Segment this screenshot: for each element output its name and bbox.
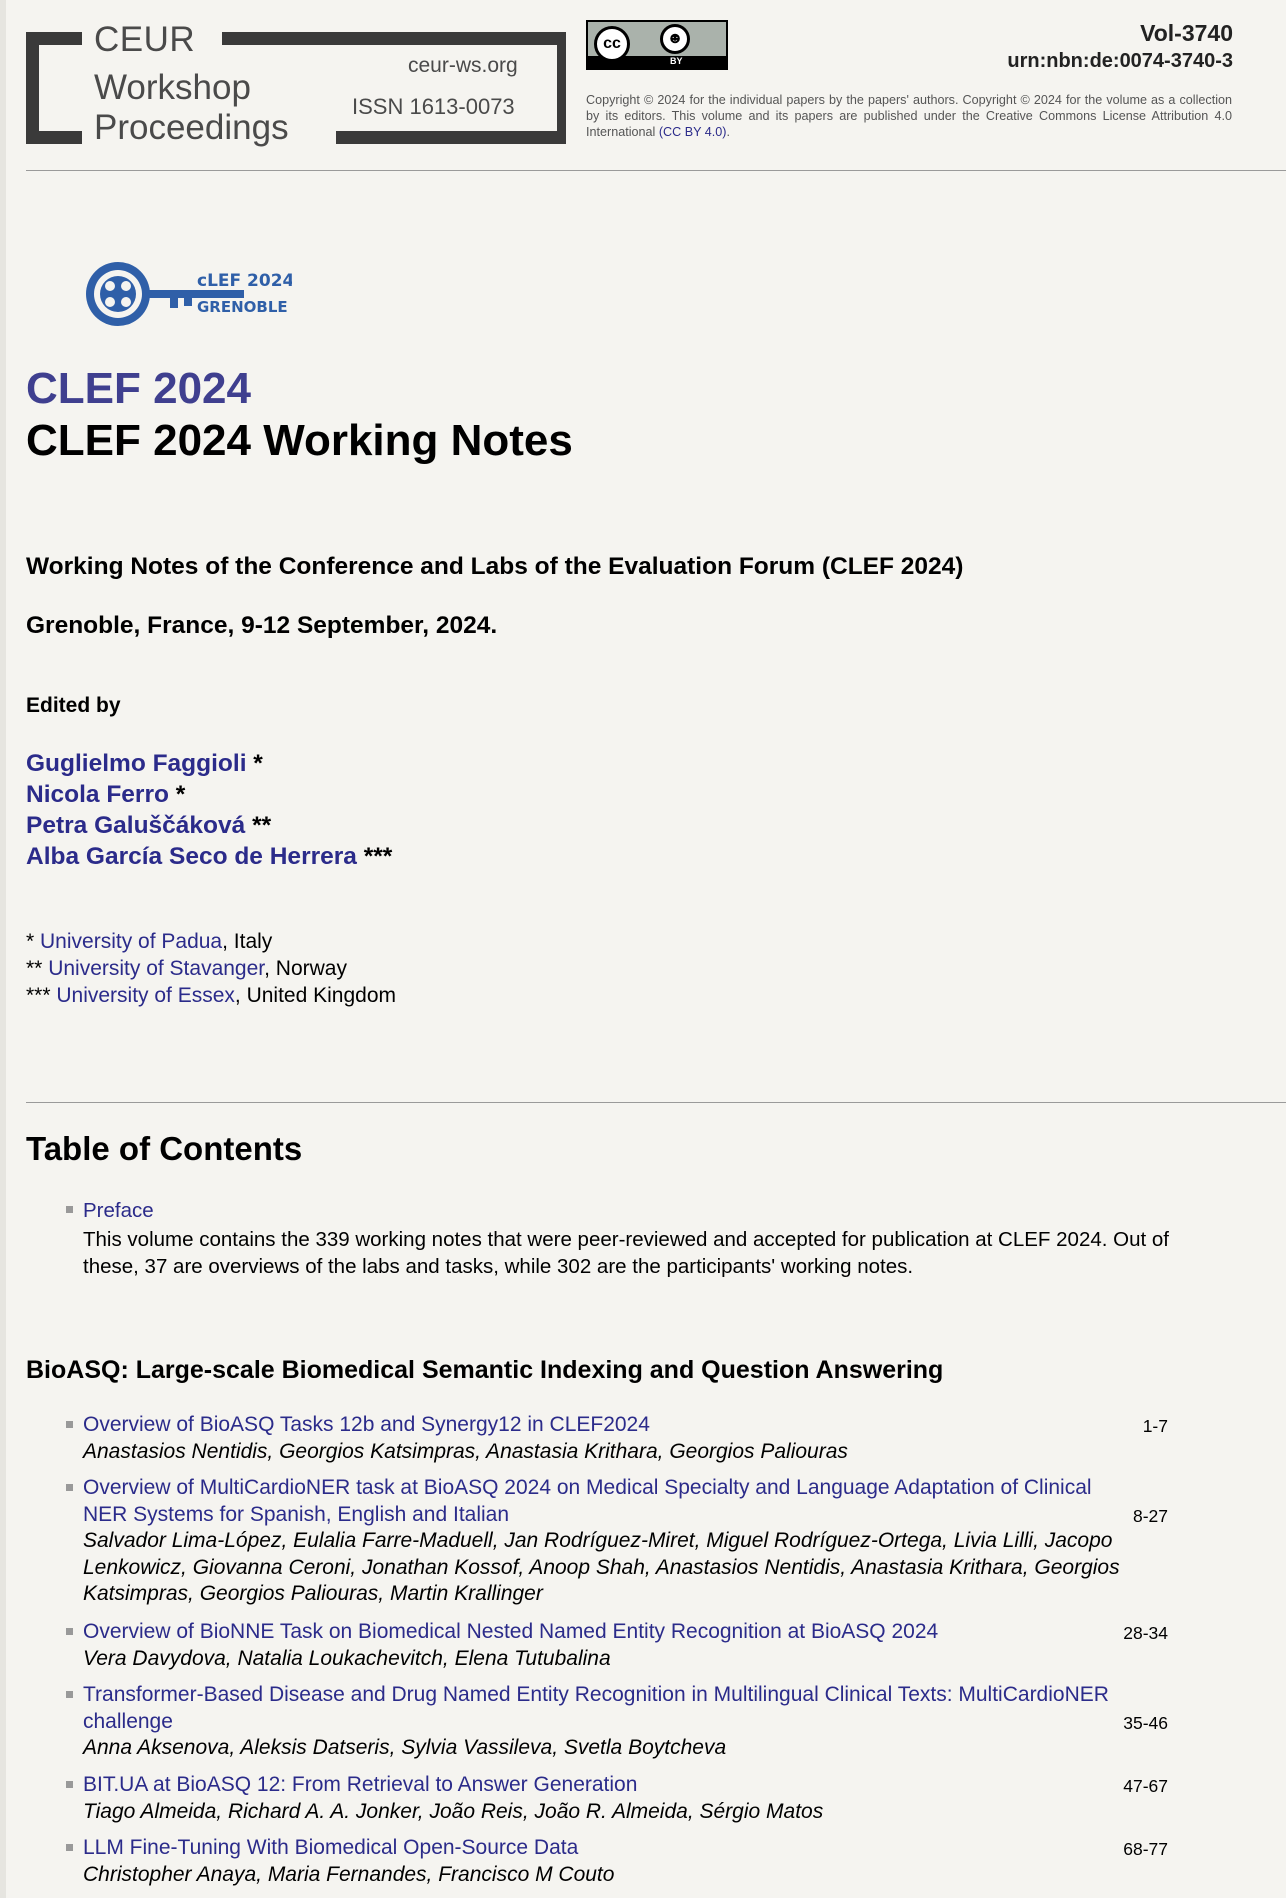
bullet-icon [66,1781,73,1788]
header-divider [26,170,1286,171]
ceur-logo-line3: Proceedings [94,108,289,147]
cc-icon: cc [594,26,630,62]
paper-authors: Vera Davydova, Natalia Loukachevitch, Elena Tutubalina [83,1646,611,1670]
affiliations-list [26,928,396,1009]
toc-divider [26,1102,1286,1103]
affiliation-link[interactable]: University of Padua [40,930,223,953]
paper-title-link[interactable]: LLM Fine-Tuning With Biomedical Open-Source Data [83,1836,579,1859]
paper-pages: 47-67 [1123,1776,1168,1796]
paper-authors: Christopher Anaya, Maria Fernandes, Francisco M Couto [83,1862,615,1886]
ceur-logo-line1: CEUR [94,20,196,59]
bullet-icon [66,1421,73,1428]
affiliation-link[interactable]: University of Essex [56,984,235,1007]
by-label: BY [670,56,683,66]
paper-pages: 28-34 [1123,1623,1168,1643]
paper-pages: 68-77 [1123,1839,1168,1859]
left-margin-bar [0,0,6,1898]
clef-logo-line2: GRENOBLE [197,298,288,316]
urn: urn:nbn:de:0074-3740-3 [1007,50,1233,72]
clef-2024-logo[interactable] [82,256,292,332]
editor-row: Petra Galuščáková ** [26,812,272,839]
affiliation-link[interactable]: University of Stavanger [48,957,265,980]
editor-row: Nicola Ferro * [26,781,186,808]
paper-authors: Salvador Lima-López, Eulalia Farre-Maduell, Jan Rodríguez-Miret, Miguel Rodríguez-Ortega, Livia Lilli, Jacopo Lenkowicz, Giovanna Ceroni, Jonathan Kossof, Anoop Shah, Anastasios Nentidis, Anastasia Krithara, Georgios Katsimpras, Georgios Paliouras, Martin Krallinger [83,1529,1120,1605]
edited-by-label: Edited by [26,694,121,717]
event-place-date: Grenoble, France, 9-12 September, 2024. [26,612,498,639]
editor-row: Alba García Seco de Herrera *** [26,843,393,870]
paper-authors: Anna Aksenova, Aleksis Datseris, Sylvia Vassileva, Svetla Boytcheva [83,1736,727,1759]
paper-pages: 35-46 [1123,1713,1168,1733]
cc-by-license-badge[interactable] [586,20,728,70]
affiliation-row: * University of Padua, Italy [26,930,273,953]
bullet-icon [66,1206,73,1213]
paper-title-link[interactable]: Overview of BioNNE Task on Biomedical Nested Named Entity Recognition at BioASQ 2024 [83,1620,939,1643]
editor-link[interactable]: Petra Galuščáková [26,812,246,839]
editor-link[interactable]: Nicola Ferro [26,781,169,808]
toc-entry [83,1772,1171,1825]
bullet-icon [66,1628,73,1635]
paper-title-link[interactable]: Overview of BioASQ Tasks 12b and Synergy12 in CLEF2024 [83,1413,650,1436]
key-logo-icon [82,256,292,332]
volume-number: Vol-3740 [1140,20,1233,46]
preface-link[interactable]: Preface [83,1199,154,1222]
paper-authors: Anastasios Nentidis, Georgios Katsimpras, Anastasia Krithara, Georgios Paliouras [83,1439,848,1463]
toc-entry [83,1835,1171,1888]
ceur-issn: ISSN 1613-0073 [352,94,515,119]
paper-authors: Tiago Almeida, Richard A. A. Jonker, João Reis, João R. Almeida, Sérgio Matos [83,1799,824,1823]
ceur-logo-line2: Workshop [94,68,251,107]
person-icon: ☻ [660,24,690,54]
bullet-icon [66,1844,73,1851]
volume-subtitle: Working Notes of the Conference and Labs of the Evaluation Forum (CLEF 2024) [26,553,964,580]
affiliation-row: ** University of Stavanger, Norway [26,957,347,980]
toc-entry [83,1475,1171,1608]
toc-entry [83,1412,1171,1465]
cc-by-link[interactable]: (CC BY 4.0) [658,125,727,139]
page-title: CLEF 2024 Working Notes [26,416,573,465]
editor-link[interactable]: Alba García Seco de Herrera [26,843,357,870]
bullet-icon [66,1691,73,1698]
toc-entry [83,1682,1171,1762]
paper-title-link[interactable]: Overview of MultiCardioNER task at BioASQ 2024 on Medical Specialty and Language Adaptation of Clinical NER Systems for Spanish, English and Italian [83,1476,1092,1526]
paper-title-link[interactable]: Transformer-Based Disease and Drug Named Entity Recognition in Multilingual Clinical Texts: MultiCardioNER challenge [83,1683,1109,1733]
paper-pages: 8-27 [1132,1506,1168,1526]
ceur-site: ceur-ws.org [408,54,518,77]
editor-row: Guglielmo Faggioli * [26,750,263,777]
clef-logo-line1: cLEF 2024 [197,271,292,291]
bullet-icon [66,1484,73,1491]
ceur-logo[interactable] [26,20,566,147]
toc-entry [83,1619,1171,1672]
affiliation-row: *** University of Essex, United Kingdom [26,984,397,1007]
copyright-notice: Copyright © 2024 for the individual papers by the papers' authors. Copyright © 2024 for the volume as a collection by its editors. This volume and its papers are published under the Creative Commons License Attribution 4.0 International (CC BY 4.0). [586,93,1232,139]
editors-list [26,748,392,872]
preface-description: This volume contains the 339 working notes that were peer-reviewed and accepted for publication at CLEF 2024. Out of these, 37 are overviews of the labs and tasks, while 302 are the participants' working notes. [83,1228,1169,1278]
toc-title: Table of Contents [26,1130,303,1167]
paper-pages: 1-7 [1142,1416,1168,1436]
section-title: BioASQ: Large-scale Biomedical Semantic Indexing and Question Answering [26,1356,944,1384]
editor-link[interactable]: Guglielmo Faggioli [26,750,247,777]
paper-title-link[interactable]: BIT.UA at BioASQ 12: From Retrieval to Answer Generation [83,1773,638,1796]
page-title-short: CLEF 2024 [26,364,251,413]
